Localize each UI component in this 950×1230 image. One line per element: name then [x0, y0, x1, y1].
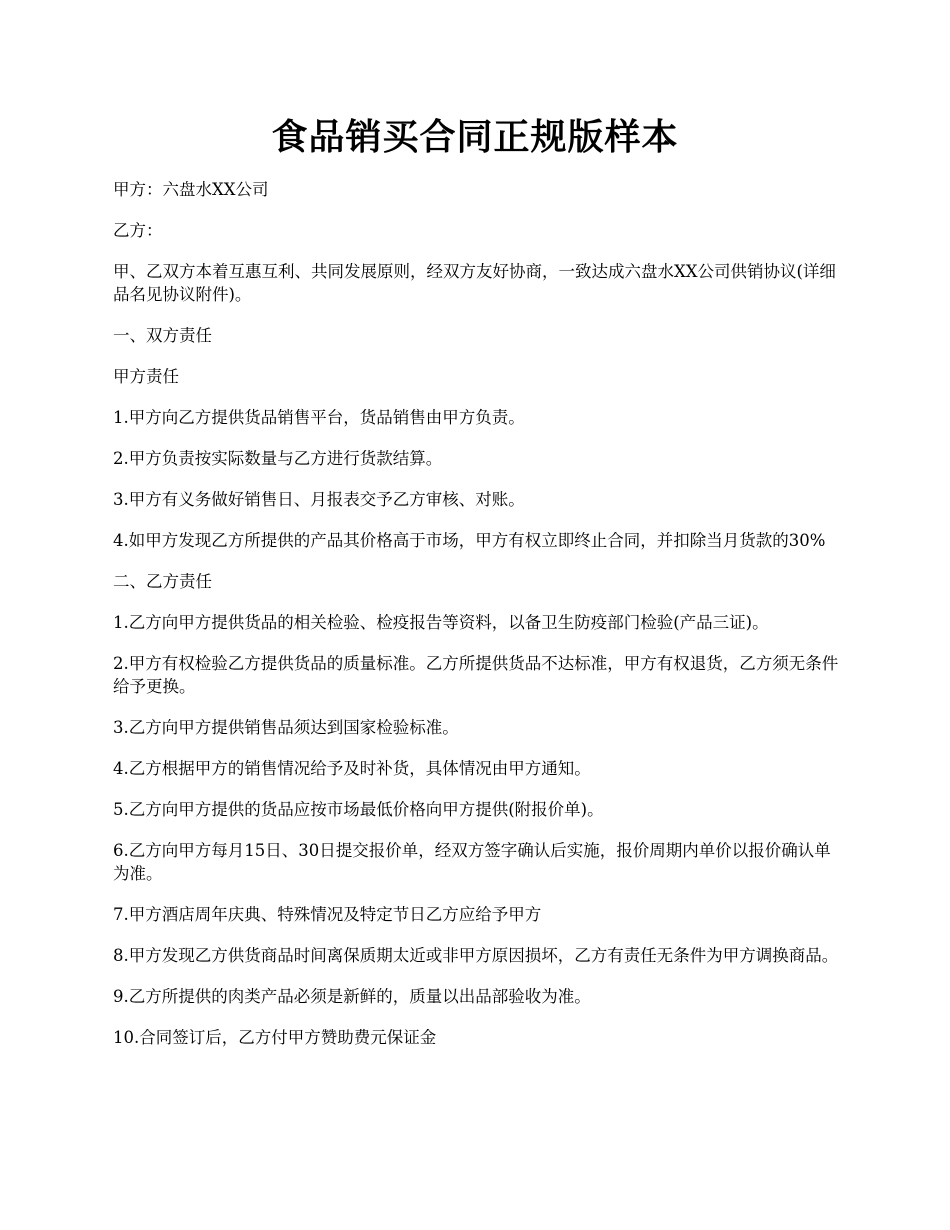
- clause-b-10: 10.合同签订后，乙方付甲方赞助费元保证金: [113, 1028, 437, 1047]
- preamble-paragraph: 甲、乙双方本着互惠互利、共同发展原则，经双方友好协商，一致达成六盘水XX公司供销协议(详细品名见协议附件)。: [113, 262, 836, 304]
- document-body: [113, 178, 839, 1067]
- document-title: 食品销买合同正规版样本: [271, 117, 679, 158]
- clause-b-9: 9.乙方所提供的肉类产品必须是新鲜的，质量以出品部验收为准。: [113, 987, 591, 1006]
- clause-b-1: 1.乙方向甲方提供货品的相关检验、检疫报告等资料，以备卫生防疫部门检验(产品三证)。: [113, 613, 769, 632]
- clause-b-3: 3.乙方向甲方提供销售品须达到国家检验标准。: [113, 718, 459, 737]
- section-heading-mutual-responsibilities: 一、双方责任: [113, 326, 212, 345]
- clause-b-4: 4.乙方根据甲方的销售情况给予及时补货，具体情况由甲方通知。: [113, 759, 591, 778]
- clause-b-8: 8.甲方发现乙方供货商品时间离保质期太近或非甲方原因损坏，乙方有责任无条件为甲方调换商品。: [113, 946, 839, 965]
- clause-b-5: 5.乙方向甲方提供的货品应按市场最低价格向甲方提供(附报价单)。: [113, 800, 604, 819]
- clause-b-6: 6.乙方向甲方每月15日、30日提交报价单，经双方签字确认后实施，报价周期内单价以报价确认单为准。: [113, 841, 831, 883]
- party-a-line: 甲方：六盘水XX公司: [113, 180, 269, 199]
- clause-b-2: 2.甲方有权检验乙方提供货品的质量标准。乙方所提供货品不达标准，甲方有权退货，乙方须无条件给予更换。: [113, 654, 839, 696]
- clause-a-3: 3.甲方有义务做好销售日、月报表交予乙方审核、对账。: [113, 490, 525, 509]
- clause-b-7: 7.甲方酒店周年庆典、特殊情况及特定节日乙方应给予甲方: [113, 905, 542, 924]
- clause-a-1: 1.甲方向乙方提供货品销售平台，货品销售由甲方负责。: [113, 408, 525, 427]
- section-heading-party-b: 二、乙方责任: [113, 572, 212, 591]
- clause-a-2: 2.甲方负责按实际数量与乙方进行货款结算。: [113, 449, 443, 468]
- party-b-line: 乙方：: [113, 221, 163, 240]
- subsection-heading-party-a: 甲方责任: [113, 367, 179, 386]
- clause-a-4: 4.如甲方发现乙方所提供的产品其价格高于市场，甲方有权立即终止合同，并扣除当月货款的30%: [113, 531, 826, 550]
